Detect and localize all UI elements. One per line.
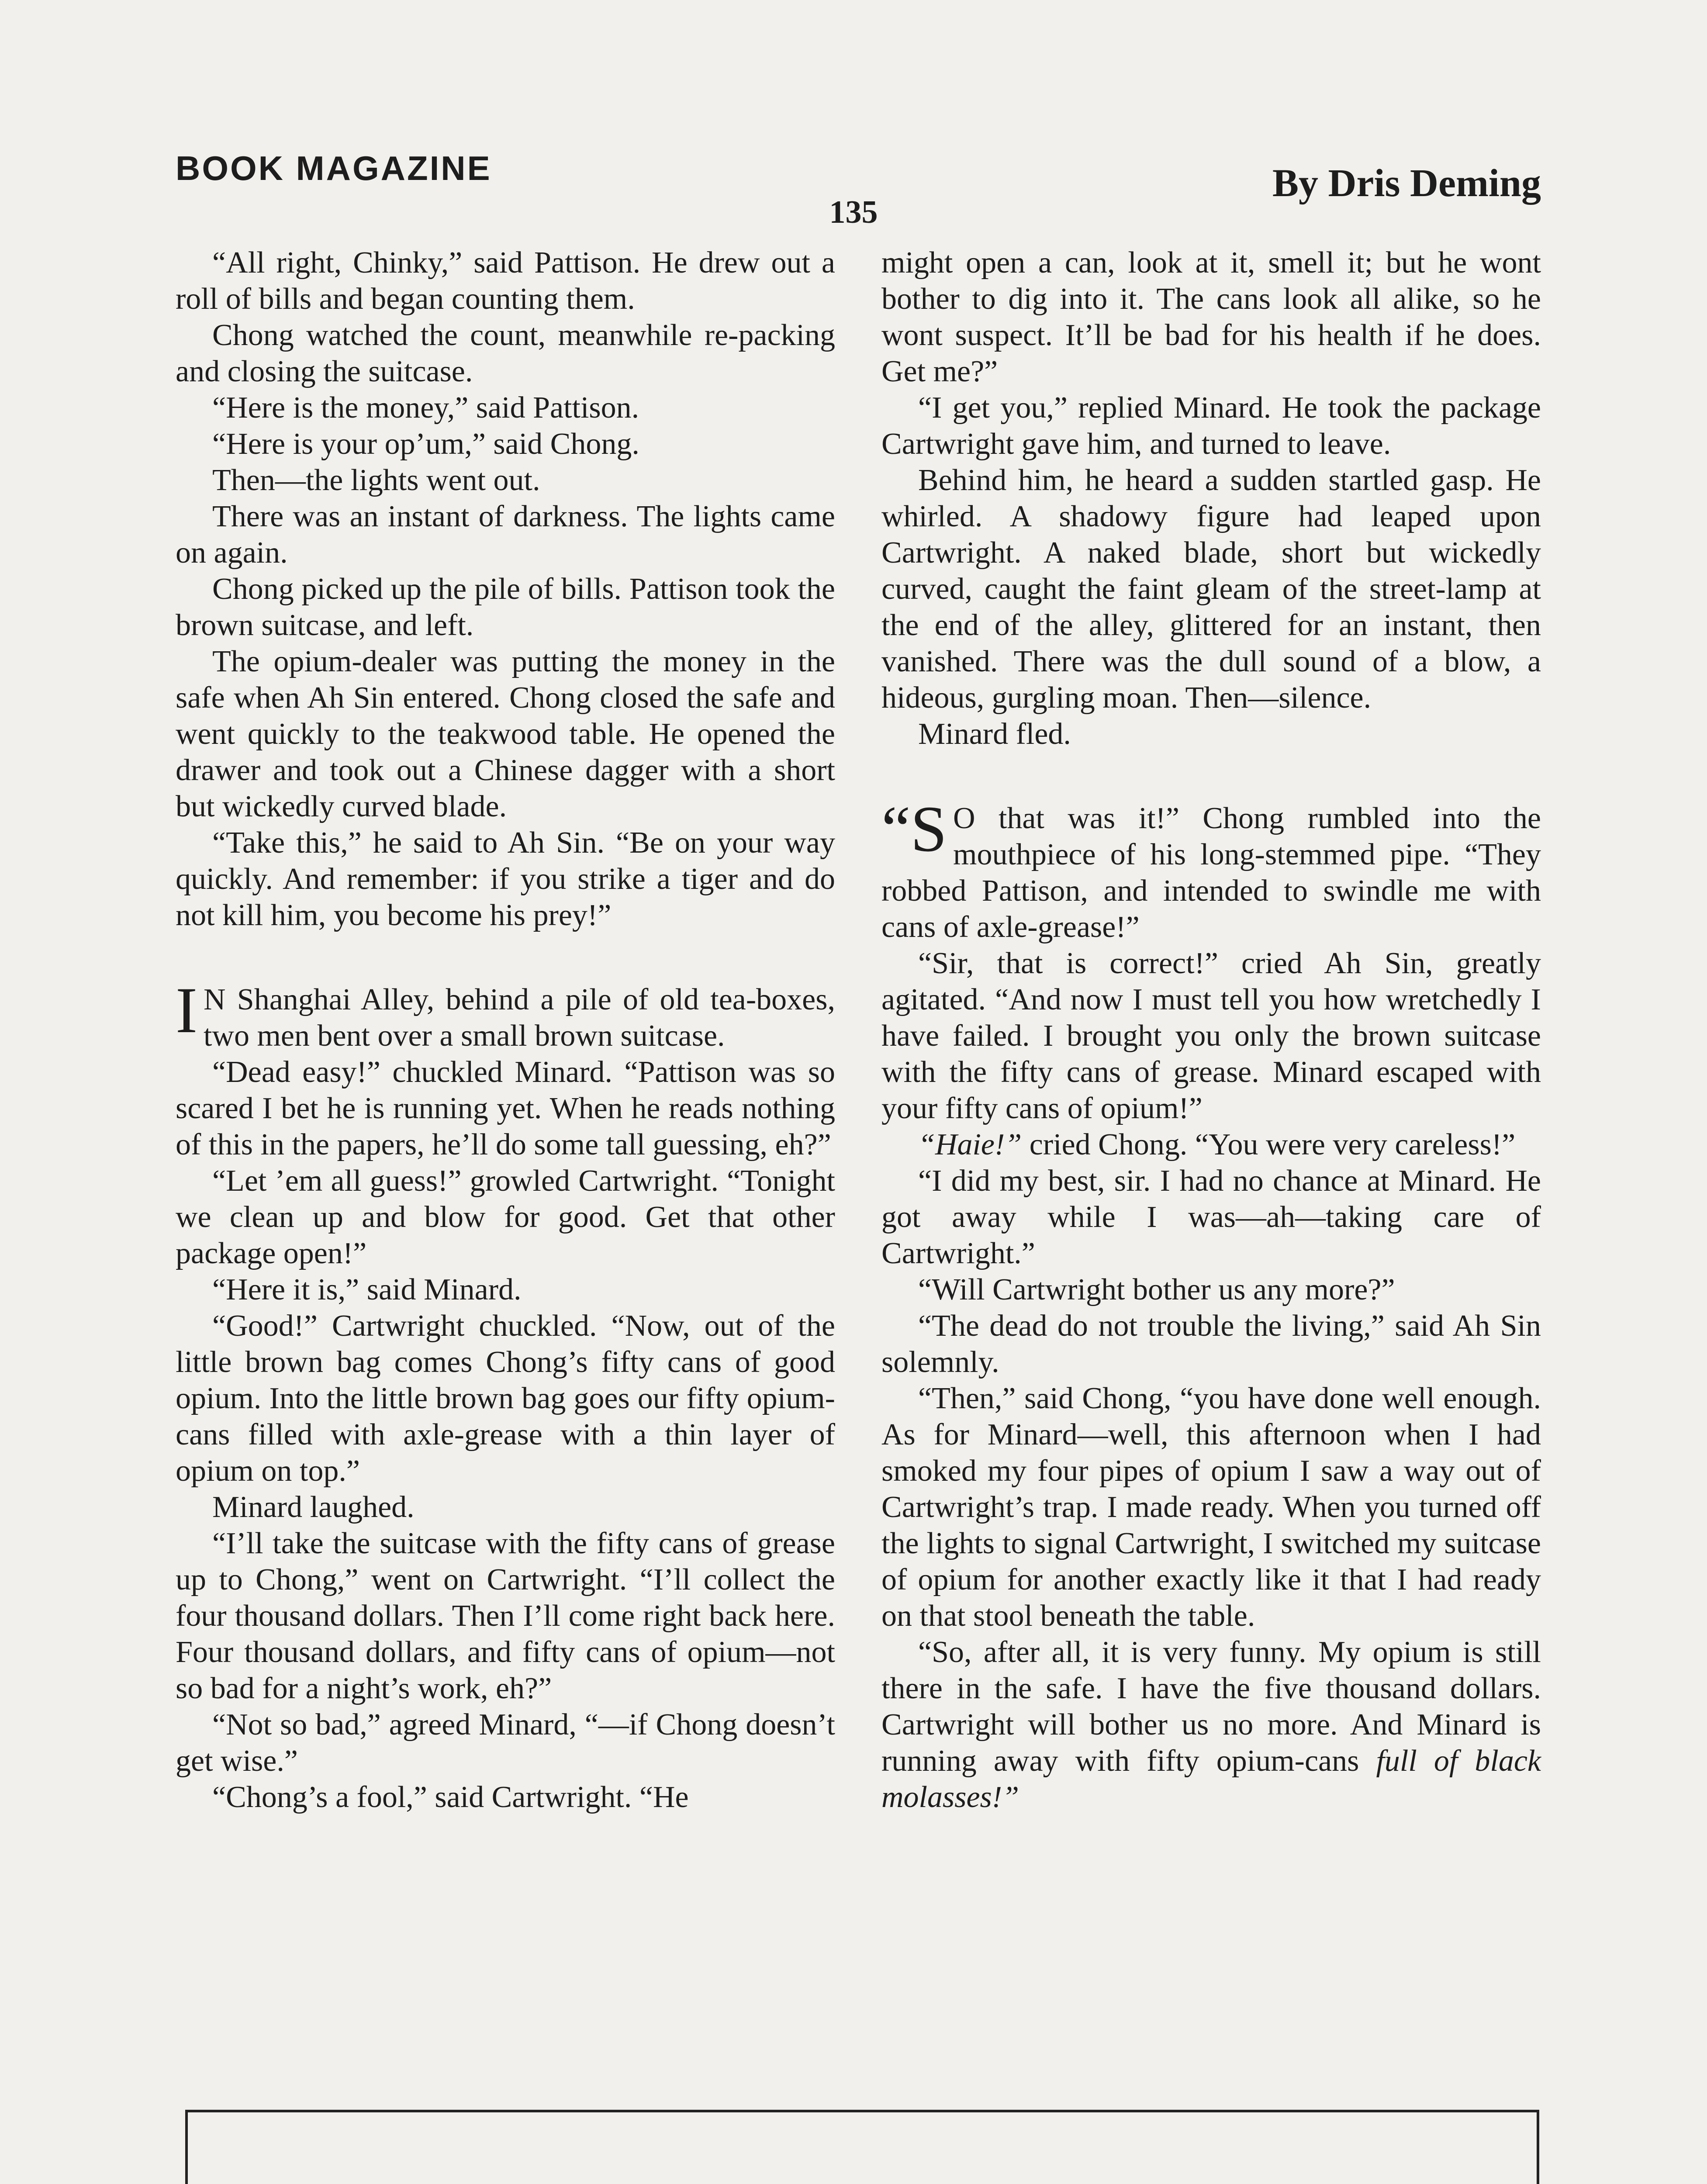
paragraph: “Then,” said Chong, “you have done well enough. As for Minard—well, this afternoon when I had smoked my four pipes of opium I saw a way out of Cartwright’s trap. I made ready. When you turned off the lights to signal Cartwright, I switched my suitcase of opium for another exactly like it that I had ready on that stool beneath the table. bbox=[881, 1382, 1541, 1633]
paragraph: Chong watched the count, meanwhile re-packing and closing the suitcase. bbox=[176, 318, 835, 388]
paragraph: “Sir, that is correct!” cried Ah Sin, greatly agitated. “And now I must tell you how wretchedly I have failed. I brought you only the brown suitcase with the fifty cans of grease. Minard escaped with your fifty cans of opium!” bbox=[881, 947, 1541, 1125]
paragraph: “Take this,” he said to Ah Sin. “Be on your way quickly. And remember: if you strike a tiger and do not kill him, you become his prey!” bbox=[176, 826, 835, 932]
drop-cap: “S bbox=[881, 793, 947, 865]
right-column bbox=[881, 245, 1541, 1815]
paragraph: “Good!” Cartwright chuckled. “Now, out of the little brown bag comes Chong’s fifty cans of good opium. Into the little brown bag goes our fifty opium-cans filled with axle-grease with a thin layer of opium on top.” bbox=[176, 1309, 835, 1488]
paragraph bbox=[881, 1127, 1541, 1163]
paragraph: “Here is your op’um,” said Chong. bbox=[212, 427, 639, 461]
exclamation-italic: “Haie!” bbox=[918, 1128, 1022, 1161]
final-paragraph bbox=[881, 1634, 1541, 1815]
paragraph: “Dead easy!” chuckled Minard. “Pattison was so scared I bet he is running yet. When he reads nothing of this in the papers, he’ll do some tall guessing, eh?” bbox=[176, 1055, 835, 1161]
paragraph: “Chong’s a fool,” said Cartwright. “He bbox=[212, 1780, 689, 1814]
paragraph: “Not so bad,” agreed Minard, “—if Chong doesn’t get wise.” bbox=[176, 1708, 835, 1778]
paragraph: “Here it is,” said Minard. bbox=[212, 1273, 522, 1306]
section-opening-paragraph bbox=[881, 793, 1541, 945]
paragraph: Then—the lights went out. bbox=[212, 463, 540, 497]
paragraph: The opium-dealer was putting the money in the safe when Ah Sin entered. Chong closed the safe and went quickly to the teakwood table. He opened the drawer and took out a Chinese dagger with a short but wickedly curved blade. bbox=[176, 645, 835, 823]
paragraph: Minard laughed. bbox=[212, 1490, 415, 1524]
paragraph-text: cried Chong. “You were very careless!” bbox=[1022, 1128, 1516, 1161]
paragraph: Chong picked up the pile of bills. Pattison took the brown suitcase, and left. bbox=[176, 572, 835, 642]
paragraph: “Here is the money,” said Pattison. bbox=[212, 391, 639, 425]
section-opening-paragraph bbox=[176, 974, 835, 1054]
author-byline: By Dris Deming bbox=[1272, 162, 1541, 205]
left-column bbox=[176, 245, 835, 1815]
magazine-title: BOOK MAGAZINE bbox=[176, 149, 492, 187]
paragraph: “The dead do not trouble the living,” said Ah Sin solemnly. bbox=[881, 1309, 1541, 1379]
paragraph: “I get you,” replied Minard. He took the package Cartwright gave him, and turned to leave. bbox=[881, 391, 1541, 461]
paragraph: Behind him, he heard a sudden startled gasp. He whirled. A shadowy figure had leaped upon Cartwright. A naked blade, short but wickedly curved, caught the faint gleam of the street-lamp at the end of the alley, glittered for an instant, then vanished. There was the dull sound of a blow, a hideous, gurgling moan. Then—silence. bbox=[881, 463, 1541, 715]
section-break bbox=[176, 933, 835, 981]
announcement-box bbox=[185, 2110, 1539, 2184]
drop-cap: I bbox=[176, 974, 197, 1047]
paragraph: There was an instant of darkness. The lights came on again. bbox=[176, 500, 835, 570]
section-opening-text: N Shanghai Alley, behind a pile of old tea-boxes, two men bent over a small brown suitcase. bbox=[203, 983, 835, 1053]
paragraph: “All right, Chinky,” said Pattison. He drew out a roll of bills and began counting them. bbox=[176, 246, 835, 316]
section-break bbox=[881, 752, 1541, 800]
section-opening-text: O that was it!” Chong rumbled into the mouthpiece of his long-stemmed pipe. “They robbed Pattison, and intended to swindle me with cans of axle-grease!” bbox=[881, 802, 1541, 944]
paragraph: Minard fled. bbox=[918, 717, 1071, 751]
paragraph: “I did my best, sir. I had no chance at Minard. He got away while I was—ah—taking care of Cartwright.” bbox=[881, 1164, 1541, 1270]
paragraph-text: “So, after all, it is very funny. My opium is still there in the safe. I have the five thousand dollars. Cartwright will bother us no more. And Minard is running away with fifty opium-cans bbox=[881, 1635, 1541, 1778]
italic-ending: full of black molasses!” bbox=[881, 1744, 1541, 1814]
continued-paragraph: might open a can, look at it, smell it; but he wont bother to dig into it. The cans look all alike, so he wont suspect. It’ll be bad for his health if he does. Get me?” bbox=[881, 246, 1541, 388]
paragraph: “Let ’em all guess!” growled Cartwright. “Tonight we clean up and blow for good. Get that other package open!” bbox=[176, 1164, 835, 1270]
page-number: 135 bbox=[829, 194, 878, 230]
paragraph: “I’ll take the suitcase with the fifty cans of grease up to Chong,” went on Cartwright. “I’ll collect the four thousand dollars. Then I’ll come right back here. Four thousand dollars, and fifty cans of opium—not so bad for a night’s work, eh?” bbox=[176, 1527, 835, 1705]
paragraph: “Will Cartwright bother us any more?” bbox=[918, 1273, 1395, 1306]
